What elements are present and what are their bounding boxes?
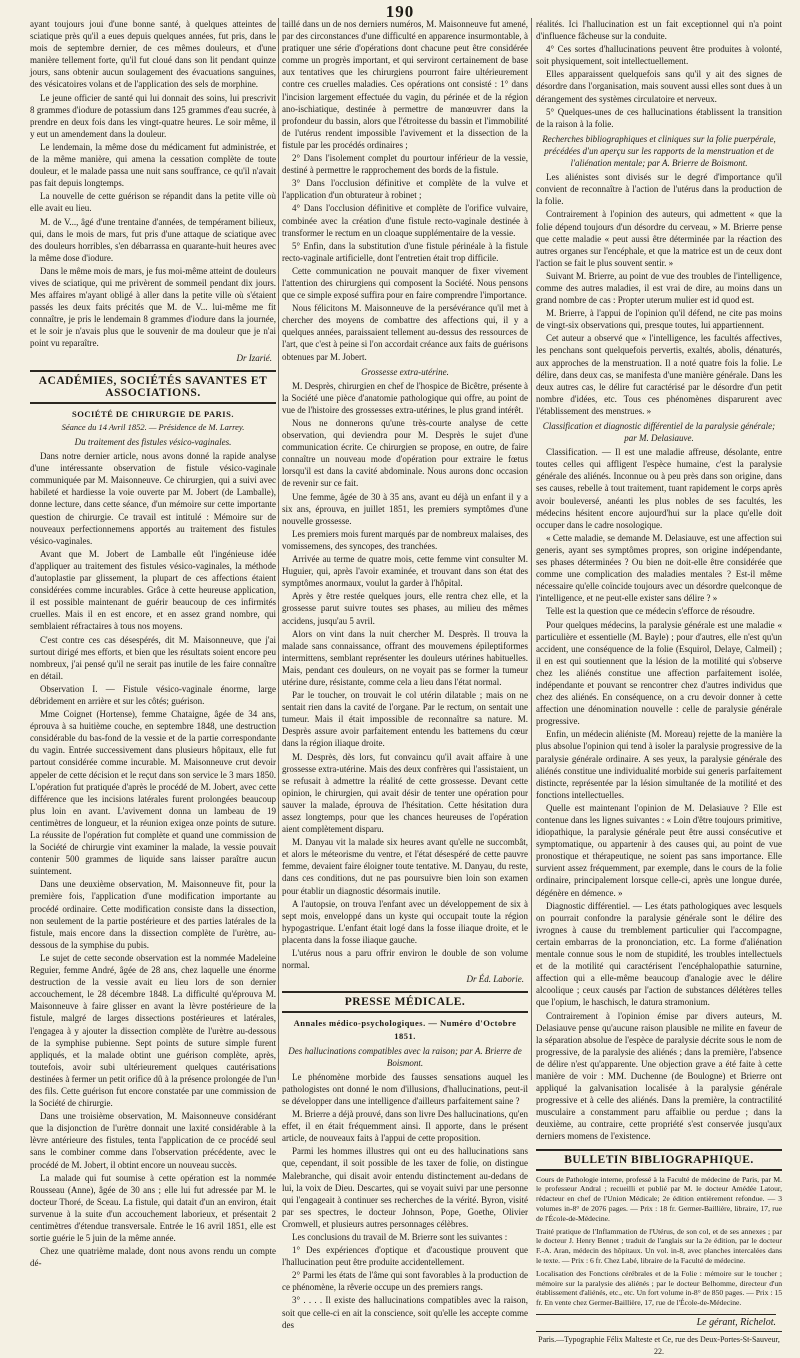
paragraph: Dans une troisième observation, M. Maisonneuve considérant que la disjonction de l'urètre donnait une laxité considérable à la lèvre antérieure des fistules, tenta l'application de ce procédé seul sans le combiner comme dans l'observation précédente, avec le procédé de M. Jobert, il obtint encore un nouveau succès. <box>30 1111 276 1170</box>
paragraph: C'est contre ces cas désespérés, dit M. Maisonneuve, que j'ai surtout dirigé mes efforts, et bien que les résultats soient encore peu nombreux, j'ai pensé qu'il ne serait pas inutile de les faire connaître en détail. <box>30 634 276 681</box>
paragraph: Contrairement à l'opinion des auteurs, qui admettent « que la folie dépend toujours d'un désordre du cerveau, » M. Brierre pense que cette maladie « peut aussi être déterminée par la réaction des autres organes sur l'encéphale, et que la matrice est un de ceux dont l'action se fait le plus souvent sentir. » <box>536 209 782 268</box>
paragraph: Quelle est maintenant l'opinion de M. Delasiauve ? Elle est contenue dans les lignes suivantes : « Loin d'être toujours primitive, idiopathique, la paralysie générale peut être aussi consécutive et symptomatique, ou appartenir à des causes qui, au point de vue pronostique et thérapeutique, ne soient pas sans importance. Elle survient assez fréquemment, par exemple, dans le cours de la folie ordinaire, principalement lorsque celle-ci, après une longue durée, dégénère en démence. » <box>536 802 782 898</box>
column-3 <box>536 18 782 1357</box>
paragraph: M. Brierre a déjà prouvé, dans son livre Des hallucinations, qu'en effet, il en était fréquemment ainsi. Il apporte, dans le présent article, de nouveaux faits à l'appui de cette proposition. <box>282 1109 528 1144</box>
section-heading: BULLETIN BIBLIOGRAPHIQUE. <box>536 1149 782 1171</box>
paragraph: Alors on vint dans la nuit chercher M. Desprès. Il trouva la malade sans connaissance, offrant des mouvemens épileptiformes intermittens, semblant représenter les douleurs utérines habituelles. Mais, pendant ces douleurs, on ne voyait pas se former la tumeur utérine dure, résistante, comme cela a lieu dans l'état normal. <box>282 628 528 687</box>
journal-name: Annales médico-psychologiques. — Numéro d'Octobre 1851. <box>293 1018 517 1041</box>
paragraph: Diagnostic différentiel. — Les états pathologiques avec lesquels on pourrait confondre la paralysie générale sont le délire des ivrognes à cause du tremblement particulier qui l'accompagne, certain embarras de la prononciation, etc. La forme d'aliénation mentale connue sous le nom de stupidité, les troubles intellectuels et de la motilité qui caractérisent l'encéphalopathie saturnine, affection qui a elle-même beaucoup d'analogie avec le délire alcoolique ; ceux causés par l'action de substances délétères telles que l'opium, le haschisch, le datura stramonium. <box>536 900 782 1008</box>
paragraph: 2° Dans l'isolement complet du pourtour inférieur de la vessie, destiné à permettre le rapprochement des bords de la fistule. <box>282 153 528 176</box>
paragraph: L'utérus nous a paru offrir environ le double de son volume normal. <box>282 948 528 971</box>
gerant-signature: Le gérant, Richelot. <box>536 1314 776 1329</box>
article-title: Classification et diagnostic différentiel de la paralysie générale; par M. Delasiauve. <box>542 421 776 444</box>
paragraph: Avant que M. Jobert de Lamballe eût l'ingénieuse idée d'appliquer au traitement des fistules vésico-vaginales, la méthode d'autoplastie par glissement, la plupart de ces affections étaient considérées comme incurables. Grâce à cette heureuse application, il est possible maintenant de guérir beaucoup de ces infirmités cruelles. Mais il en est encore, et en assez grand nombre, qui semblaient réfractaires à tous nos moyens. <box>30 548 276 632</box>
section-heading: PRESSE MÉDICALE. <box>282 991 528 1013</box>
paragraph: Cette communication ne pouvait manquer de fixer vivement l'attention des chirurgiens qui composent la Société. Nous pensons que ce simple exposé suffira pour en faire comprendre l'importance. <box>282 265 528 301</box>
paragraph: Classification. — Il est une maladie affreuse, désolante, entre toutes celles qui affligent l'espèce humaine, c'est la paralysie générale des aliénés. Inconnue ou à peu près dans son origine, dans ses causes, rebelle à tout traitement, tuant rapidement le corps après avoir bouleversé, anéanti les plus nobles de ses facultés, les médecins hésitent encore aujourd'hui sur la place qu'elle doit occuper dans le cadre nosologique. <box>536 447 782 530</box>
paragraph: A l'autopsie, on trouva l'enfant avec un développement de six à sept mois, enveloppé dans un kyste qui occupait toute la région hypogastrique. L'enfant était logé dans la fosse iliaque droite, et le placenta dans la fosse iliaque gauche. <box>282 898 528 945</box>
author-signature: Dr Izarié. <box>236 352 272 363</box>
paragraph: 5° Quelques-unes de ces hallucinations établissent la transition de la raison à la folie. <box>536 106 782 129</box>
paragraph: 4° Ces sortes d'hallucinations peuvent être produites à volonté, soit physiquement, soit intellectuellement. <box>536 44 782 67</box>
column-divider <box>278 18 279 1080</box>
paragraph: Dans notre dernier article, nous avons donné la rapide analyse d'une intéressante observation de fistule vésico-vaginale communiquée par M. Maisonneuve. Ce chirurgien, qui a suivi avec habileté et hardiesse la voie ouverte par M. Jobert (de Lamballe), donne lecture, dans cette séance, d'un mémoire sur cette importante question de chirurgie. Ce travail est intitulé : Mémoire sur de nouveaux perfectionnemens apportés au traitement des fistules vésico-vaginales. <box>30 451 276 546</box>
bibliography-entry: Traité pratique de l'Inflammation de l'Utérus, de son col, et de ses annexes ; par le docteur J. Henry Bennet ; traduit de l'anglais sur la 2e édition, par le docteur F.-A. Aran, médecin des hôpitaux. Un vol. in-8, avec planches intercalées dans le texte. — Prix : 6 fr. Chez Labé, libraire de la Faculté de médecine. <box>536 1226 782 1265</box>
paragraph: réalités. Ici l'hallucination est un fait exceptionnel qui n'a point d'influence fâcheuse sur la conduite. <box>536 19 782 42</box>
paragraph: Enfin, un médecin aliéniste (M. Moreau) rejette de la manière la plus absolue l'opinion qui tend à isoler la paralysie progressive de la paralysie générale ordinaire. A ses yeux, la paralysie générale des aliénés constitue une individualité morbide sui generis parfaitement distincte, représentée par la lésion simultanée de la motilité et des fonctions intellectuelles. <box>536 729 782 800</box>
paragraph: Suivant M. Brierre, au point de vue des troubles de l'intelligence, comme des autres maladies, il est vrai de dire, au moins dans un grand nombre de cas : Propter uterum mulier est id quod est. <box>536 270 782 306</box>
paragraph: Une femme, âgée de 30 à 35 ans, avant eu déjà un enfant il y a six ans, éprouva, en juillet 1851, les premiers symptômes d'une nouvelle grossesse. <box>282 491 528 526</box>
article-title: Des hallucinations compatibles avec la raison; par A. Brierre de Boismont. <box>288 1045 522 1068</box>
paragraph: Après y être restée quelques jours, elle rentra chez elle, et la grossesse parut suivre toutes ses phases, au milieu des mêmes accidens, jusqu'au 5 avril. <box>282 591 528 626</box>
paragraph: Dans une deuxième observation, M. Maisonneuve fit, pour la première fois, l'application d'une modification importante au procédé ordinaire. Cette modification consiste dans la dissection, non seulement de la partie postérieure et des parties latérales de la fistule, mais encore dans la dissection complète de l'urètre, au-dessous de la symphise du pubis. <box>30 879 276 950</box>
column-2 <box>282 18 529 1330</box>
paragraph: 3° . . . . Il existe des hallucinations compatibles avec la raison, soit que celle-ci en ait la conscience, soit qu'elle les accepte comme des <box>282 1295 528 1330</box>
paragraph: Elles apparaissent quelquefois sans qu'il y ait des signes de désordre dans l'organisation, mais souvent aussi elles sont dues à un dérangement des systèmes circulatoire et nerveux. <box>536 69 782 104</box>
paragraph: Les conclusions du travail de M. Brierre sont les suivantes : <box>292 1232 508 1242</box>
paragraph: Parmi les hommes illustres qui ont eu des hallucinations sans que, cependant, il soit possible de les taxer de folie, on distingue Malebranche, qui disait avoir entendu distinctement au-dedans de lui, la voix de Dieu. Descartes, qui se voyait suivi par une personne qui l'engageait à continuer ses recherches de la vérité. Byron, visité par ses spectres, le docteur Johnson, Pope, Goethe, Olivier Cromwell, et plusieurs autres personnages célèbres. <box>282 1146 528 1229</box>
paragraph: Le phénomène morbide des fausses sensations auquel les pathologistes ont donné le nom d'illusions, d'hallucinations, peut-il se développer dans une intelligence d'ailleurs parfaitement saine ? <box>282 1071 528 1106</box>
paragraph: Contrairement à l'opinion émise par divers auteurs, M. Delasiauve pense qu'aucune raison plausible ne milite en faveur de la séparation absolue de l'espèce de paralysie décrite sous le nom de progressive, de la paralysie des aliénés ; dans la première, l'absence de délire n'est qu'apparente. Une objection grave a été faite à cette manière de voir : MM. Duchenne (de Boulogne) et Brierre ont appliqué la galvanisation localisée à la paralysie générale progressive et à celle des aliénés. Dans la première, la contractilité musculaire a constamment paru affaiblie ou perdue ; dans la deuxième, au contraire, cette propriété s'est conservée jusqu'aux derniers momens de l'existence. <box>536 1010 782 1142</box>
paragraph: La malade qui fut soumise à cette opération est la nommée Rousseau (Anne), âgée de 30 ans ; elle lui fut adressée par M. le docteur Thoré, de Sceau. La fistule, qui datait d'un an environ, était survenue à la suite d'un accouchement laborieux, et présentait 2 centimètres d'étendue transversale. Entrée le 16 avril 1851, elle est sortie guérie le 5 juin de la même année. <box>30 1172 276 1244</box>
paragraph: Les aliénistes sont divisés sur le degré d'importance qu'il convient de reconnaître à l'action de l'utérus dans la production de la folie. <box>536 172 782 207</box>
paragraph: 2° Parmi les états de l'âme qui sont favorables à la production de ce phénomène, la rêverie occupe un des premiers rangs. <box>282 1270 528 1293</box>
paragraph: Nous félicitons M. Maisonneuve de la persévérance qu'il met à chercher des moyens de combattre des affections qui, il y a quelques années, paraissaient tellement au-dessus des ressources de l'art, que c'est à peine si l'on accordait créance aux faits de guérisons obtenues par M. Jobert. <box>282 303 529 362</box>
paragraph: Pour quelques médecins, la paralysie générale est une maladie « particulière et essentielle (M. Bayle) ; pour d'autres, elle n'est qu'un accident, une conséquence de la folie (Esquirol, Delaye, Calmeil) ; il en est qui soutiennent que la lésion de la motilité qui s'observe chez les aliénés constitue une affection parfaitement isolée, indépendante et pouvant se rencontrer chez d'autres individus que chez des aliénés. En conséquence, on a cru devoir donner à cette affection une dénomination nouvelle : celle de paralysie générale progressive. <box>536 619 782 727</box>
paragraph: Le sujet de cette seconde observation est la nommée Madeleine Reguier, femme André, âgée de 28 ans, chez laquelle une énorme destruction de la vessie avait eu lieu lors de son dernier accouchement, le 28 décembre 1848. La difficulté qu'éprouva M. Maisonneuve à faire glisser en avant la lèvre postérieure de la fistule, malgré de larges dissections postérieures et latérales, l'engagea à y ajouter la dissection complète de l'urètre au-dessous de la symphise pubienne. Sept points de suture simple furent appliqués, et la malade obtint une guérison complète, après, toutefois, avoir subi ultérieurement quelques cautérisations destinées à fermer un petit orifice dû à la présence prolongée de l'un des fils. Cette guérison fut encore constatée par une commission de la Société de chirurgie. <box>30 952 276 1109</box>
paragraph: Telle est la question que ce médecin s'efforce de résoudre. <box>546 606 755 617</box>
paragraph: Nous ne donnerons qu'une très-courte analyse de cette observation, qui deviendra pour M. Desprès le sujet d'une communication écrite. Ce chirurgien se propose, en outre, de faire connaître un nouveau mode d'opération pour extraire le fœtus lorsqu'il est dans la cavité abdominale. Nous aurons donc occasion de revenir sur ce fait. <box>282 418 528 489</box>
paragraph: Chez une quatrième malade, dont nous avons rendu un compte dé- <box>30 1246 276 1269</box>
paragraph: M. de V..., âgé d'une trentaine d'années, de tempérament bilieux, qui, dans le mois de mars, fut pris d'une attaque de sciatique avec des douleurs horribles, s'en débarrassa en quarante-huit heures avec la même dose d'iodure. <box>30 216 276 263</box>
bibliography-entry: Localisation des Fonctions cérébrales et de la Folie : mémoire sur le toucher ; mémoire sur la paralysie des aliénés ; par le docteur Belhomme, directeur d'un établissement d'aliénés, etc., etc. Un fort volume in-8° de 850 pages. — Prix : 15 fr. En vente chez Germer-Baillière, 17, rue de l'École-de-Médecine. <box>536 1268 782 1308</box>
paragraph: Le jeune officier de santé qui lui donnait des soins, lui prescrivit 8 grammes d'iodure de potassium dans 125 grammes d'eau sucrée, à prendre en deux fois dans les vingt-quatre heures. Le soir même, il y eut un amendement dans la douleur. <box>30 92 276 139</box>
page-number: 190 <box>385 2 415 21</box>
paragraph: 3° Dans l'occlusion définitive et complète de la vulve et l'application d'un obturateur à robinet ; <box>282 178 528 201</box>
society-name: SOCIÉTÉ DE CHIRURGIE DE PARIS. <box>72 408 234 419</box>
paragraph: Par le toucher, on trouvait le col utérin dilatable ; mais on ne sentait rien dans la cavité de l'organe. Par le rectum, on sentait une tumeur. Mais il était impossible de reconnaître sa nature. M. Desprès assure avoir parfaitement entendu les battemens du cœur dans la région iliaque droite. <box>282 690 528 749</box>
article-subtitle: Grossesse extra-utérine. <box>361 366 449 377</box>
paragraph: Le lendemain, la même dose du médicament fut administrée, et de la même manière, qui amena la cessation complète de toute douleur, et le malade passa une nuit sans souffrance, ce qu'il n'avait pas fait depuis longtemps. <box>30 141 276 189</box>
observation-heading: Observation I. — Fistule vésico-vaginale énorme, large débridement en arrière et sur les côtés; guérison. <box>30 683 276 706</box>
session-info: Séance du 14 Avril 1852. — Présidence de M. Larrey. <box>61 421 245 432</box>
paragraph: taillé dans un de nos derniers numéros, M. Maisonneuve fut amené, par des circonstances d'une difficulté en apparence insurmontable, à pratiquer une série d'opérations dont chacune peut être considérée comme un progrès important, et qui serviront certainement de base aux tentatives que les chirurgiens pourront faire ultérieurement contre ces cruelles maladies. Ces opérations ont consisté : 1° dans l'incision largement effectuée du vagin, du périnée et de la région ano-ischiatique, destinée à permettre de manœuvrer dans la profondeur du bassin, alors que l'étroitesse du bassin et l'immobilité de l'utérus rendent impossible l'avivement et la dissection de la fistule par les procédés ordinaires ; <box>282 19 528 150</box>
paragraph: Dans le même mois de mars, je fus moi-même atteint de douleurs vives de sciatique, qui me privèrent de sommeil pendant dix jours. Mes affaires m'ayant obligé à aller dans la petite ville où s'étaient passés les deux faits précités que M. de V... lui-même me fit connaître, je pris le lendemain 8 grammes d'iodure dans la journée, et le soir je n'avais plus que le souvenir de ma douleur que je n'ai point vu reparaître. <box>30 265 276 349</box>
paragraph: M. Desprès, dès lors, fut convaincu qu'il avait affaire à une grossesse extra-utérine. Mais des deux confrères qui l'assistaient, un se refusait à admettre la réalité de cette grossesse. Devant cette opinion, le chirurgien, qui avait désir de tenter une opération pour sauver la malade, éprouva de l'hésitation. Cette hésitation dura assez longtemps, pour que les chances heureuses de l'opération aient complètement disparu. <box>282 751 528 835</box>
paragraph: M. Desprès, chirurgien en chef de l'hospice de Bicêtre, présente à la Société une pièce d'anatomie pathologique qui offre, au point de vue de l'histoire des grossesses extra-utérines, le plus grand intérêt. <box>282 380 528 415</box>
section-heading: ACADÉMIES, SOCIÉTÉS SAVANTES ET ASSOCIATIONS. <box>30 370 276 404</box>
author-signature: Dr Éd. Laborie. <box>466 974 524 985</box>
paragraph: La nouvelle de cette guérison se répandit dans la petite ville où elle avait eu lieu. <box>30 191 276 214</box>
paragraph: Mme Coignet (Hortense), femme Chataigne, âgée de 34 ans, éprouva à sa huitième couche, en septembre 1848, une destruction considérable du bas-fond de la vessie et de la partie correspondante du vagin. Entrée successivement dans plusieurs hôpitaux, elle fut partout considérée comme incurable. M. Maisonneuve crut devoir appeler de cette décision et le reçut dans son service le 3 mars 1850. L'opération fut pratiquée d'après le procédé de M. Jobert, avec cette différence que les incisions latérales furent prolongées beaucoup plus loin en avant. L'avivement donna un lambeau de 19 centimètres de longueur, et la réunion exigea onze points de suture. La réussite de l'opération fut complète et quand une commission de la Société de chirurgie vint examiner la malade, la vessie pouvait contenir 500 grammes de liquide sans laisser paraître aucun suintement. <box>30 709 276 877</box>
paragraph: Cet auteur a observé que « l'intelligence, les facultés affectives, les penchans sont quelquefois pervertis, exaltés, abolis, dénaturés, aux approches de la menstruation. Il a noté quatre fois la folie. Le délire, dans deux cas, se manifesta d'une manière générale. Dans les deux autres cas, le délire fut caractérisé par le désordre d'un petit nombre d'idées, etc. Tous ces phénomènes disparurent avec l'établissement des menstrues. » <box>536 333 782 416</box>
paragraph: ayant toujours joui d'une bonne santé, à quelques atteintes de sciatique près qu'il a eues depuis quelques années, fut pris, dans le mois de septembre dernier, de ces mêmes douleurs, et d'une manière tellement forte, qu'il fut cloué dans son lit pendant quinze jours, sans obtenir aucun soulagement des évacuations sanguines, des vésicatoires volans et de l'application des sels de morphine. <box>30 19 276 90</box>
column-1 <box>30 18 276 1269</box>
paragraph: 5° Enfin, dans la substitution d'une fistule périnéale à la fistule recto-vaginale artificielle, dont l'entretien était trop difficile. <box>282 240 528 263</box>
paragraph: « Cette maladie, se demande M. Delasiauve, est une affection sui generis, ayant ses symptômes propres, son origine indépendante, ses phases déterminées ? Ou bien ne doit-elle être considérée que comme une complication des maladies mentales ? Est-il même nécessaire qu'elle coïncide toujours avec un désordre quelconque de l'intelligence, et ne peut-elle exister sans délire ? » <box>536 532 782 604</box>
paragraph: Les premiers mois furent marqués par de nombreux malaises, des vomissemens, des syncopes, des tranchées. <box>282 528 528 551</box>
paragraph: M. Brierre, à l'appui de l'opinion qu'il défend, ne cite pas moins de vingt-six observations qui, presque toutes, lui appartiennent. <box>536 308 782 331</box>
bibliography-entry: Cours de Pathologie interne, professé à la Faculté de médecine de Paris, par M. le professeur Andral ; recueilli et publié par M. le docteur Amédée Latour, rédacteur en chef de l'Union Médicale; 2e édition entièrement refondue. — 3 volumes in-8° de 2076 pages. — Prix : 18 fr. Germer-Baillière, libraire, 17, rue de l'École-de-Médecine. <box>536 1174 782 1223</box>
paragraph: 4° Dans l'occlusion définitive et complète de l'orifice vulvaire, combinée avec la création d'une fistule recto-vaginale destinée à transformer le rectum en un cloaque supplémentaire de la vessie. <box>282 203 528 238</box>
article-topic: Du traitement des fistules vésico-vaginales. <box>74 437 232 447</box>
article-title: Recherches bibliographiques et cliniques sur la folie puerpérale, précédées d'un aperçu sur les rapports de la menstruation et de l'aliénation mentale; par A. Brierre de Boismont. <box>542 133 776 169</box>
printer-imprint: Paris.—Typographie Félix Malteste et Ce, rue des Deux-Portes-St-Sauveur, 22. <box>536 1331 782 1358</box>
paragraph: Arrivée au terme de quatre mois, cette femme vint consulter M. Huguier, qui, après l'avoir examinée, et trouvant dans son état des symptômes anormaux, voulut la garder à l'hôpital. <box>282 554 528 589</box>
paragraph: M. Danyau vit la malade six heures avant qu'elle ne succombât, et alors le méteorisme du ventre, et l'état désespéré de cette pauvre femme, devaient faire éloigner toute tentative. M. Danyau, du reste, dans ces conditions, dut ne pas poursuivre bien loin son examen pour établir un diagnostic désormais inutile. <box>282 837 528 896</box>
paragraph: 1° Des expériences d'optique et d'acoustique prouvent que l'hallucination peut être produite accidentellement. <box>282 1245 528 1268</box>
column-divider <box>531 18 532 1080</box>
